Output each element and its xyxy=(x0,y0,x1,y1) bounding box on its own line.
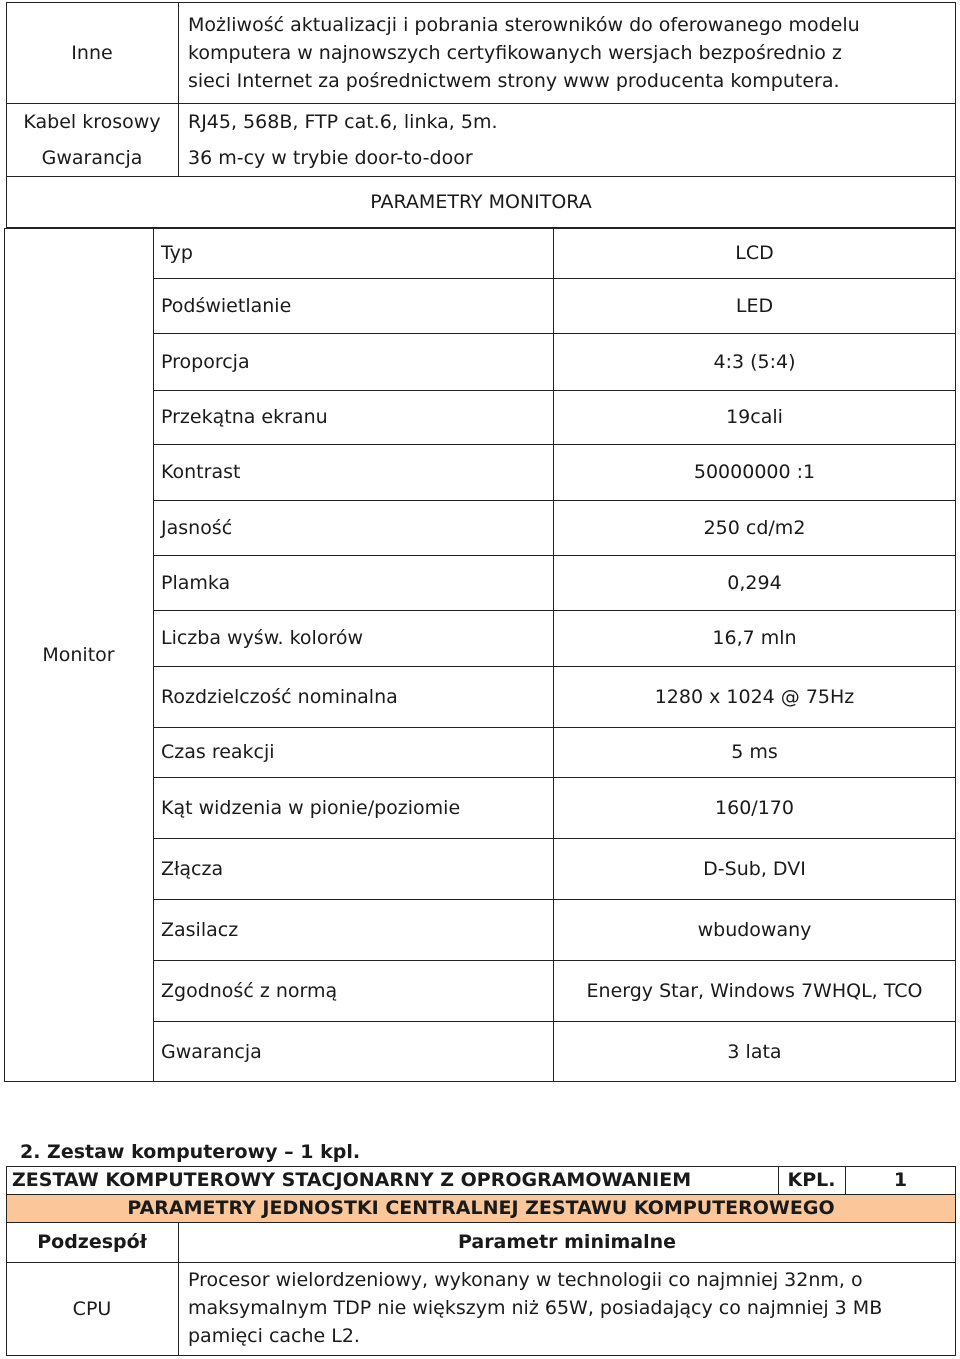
zestaw-subtitle: PARAMETRY JEDNOSTKI CENTRALNEJ ZESTAWU KOMPUTEROWEGO xyxy=(127,1197,835,1219)
monitor-value-kat-widzenia: 160/170 xyxy=(715,796,794,819)
monitor-param-jasnosc: Jasność xyxy=(161,516,233,539)
monitor-value-gwarancja: 3 lata xyxy=(727,1040,782,1063)
monitor-param-zlacza: Złącza xyxy=(161,857,224,880)
value-inne: Możliwość aktualizacji i pobrania sterowników do oferowanego modelu komputera w najnowszych certyfikowanych wersjach bezpośrednio z sieci Internet za pośrednictwem strony www producenta komputera. xyxy=(188,14,860,92)
monitor-param-typ: Typ xyxy=(161,242,193,264)
label-gwarancja: Gwarancja xyxy=(41,147,143,169)
monitor-param-kolory: Liczba wyśw. kolorów xyxy=(161,627,363,649)
monitor-value-typ: LCD xyxy=(735,242,774,264)
zestaw-unit: KPL. xyxy=(787,1169,836,1191)
monitor-value-przekatna: 19cali xyxy=(726,406,783,428)
monitor-param-proporcja: Proporcja xyxy=(161,350,250,373)
monitor-param-rozdzielczosc: Rozdzielczość nominalna xyxy=(161,685,398,708)
monitor-value-podswietlanie: LED xyxy=(735,294,774,317)
col-header-component: Podzespół xyxy=(37,1231,147,1253)
section-title-monitor: PARAMETRY MONITORA xyxy=(370,191,592,213)
monitor-param-gwarancja: Gwarancja xyxy=(161,1040,262,1063)
monitor-value-czas-reakcji: 5 ms xyxy=(731,741,778,763)
monitor-value-jasnosc: 250 cd/m2 xyxy=(703,516,806,539)
monitor-param-kat-widzenia: Kąt widzenia w pionie/poziomie xyxy=(161,796,461,819)
monitor-value-proporcja: 4:3 (5:4) xyxy=(713,350,796,373)
label-kabel-krosowy: Kabel krosowy xyxy=(23,111,161,133)
monitor-value-kolory: 16,7 mln xyxy=(712,627,797,649)
monitor-param-podswietlanie: Podświetlanie xyxy=(161,294,292,317)
monitor-value-plamka: 0,294 xyxy=(727,571,782,594)
monitor-param-przekatna: Przekątna ekranu xyxy=(161,406,328,428)
section2-heading: 2. Zestaw komputerowy – 1 kpl. xyxy=(20,1141,361,1163)
zestaw-qty: 1 xyxy=(893,1169,908,1191)
monitor-param-kontrast: Kontrast xyxy=(161,461,241,483)
zestaw-title: ZESTAW KOMPUTEROWY STACJONARNY Z OPROGRAMOWANIEM xyxy=(12,1169,692,1191)
value-kabel-krosowy: RJ45, 568B, FTP cat.6, linka, 5m. xyxy=(188,111,498,133)
monitor-label: Monitor xyxy=(42,644,115,666)
monitor-param-czas-reakcji: Czas reakcji xyxy=(161,741,275,763)
monitor-param-zasilacz: Zasilacz xyxy=(161,918,239,941)
monitor-value-zasilacz: wbudowany xyxy=(697,918,812,941)
monitor-param-zgodnosc: Zgodność z normą xyxy=(161,979,338,1002)
col-header-param: Parametr minimalne xyxy=(457,1231,677,1253)
monitor-value-rozdzielczosc: 1280 x 1024 @ 75Hz xyxy=(654,685,855,708)
monitor-value-kontrast: 50000000 :1 xyxy=(693,461,816,483)
monitor-param-plamka: Plamka xyxy=(161,571,231,594)
param-cpu: Procesor wielordzeniowy, wykonany w technologii co najmniej 32nm, o maksymalnym TDP nie większym niż 65W, posiadający co najmniej 3 MB pamięci cache L2. xyxy=(188,1269,883,1347)
label-inne: Inne xyxy=(71,41,113,64)
monitor-value-zlacza: D-Sub, DVI xyxy=(703,857,806,880)
component-cpu: CPU xyxy=(72,1298,112,1320)
value-gwarancja: 36 m-cy w trybie door-to-door xyxy=(188,147,473,169)
monitor-value-zgodnosc: Energy Star, Windows 7WHQL, TCO xyxy=(586,979,923,1002)
